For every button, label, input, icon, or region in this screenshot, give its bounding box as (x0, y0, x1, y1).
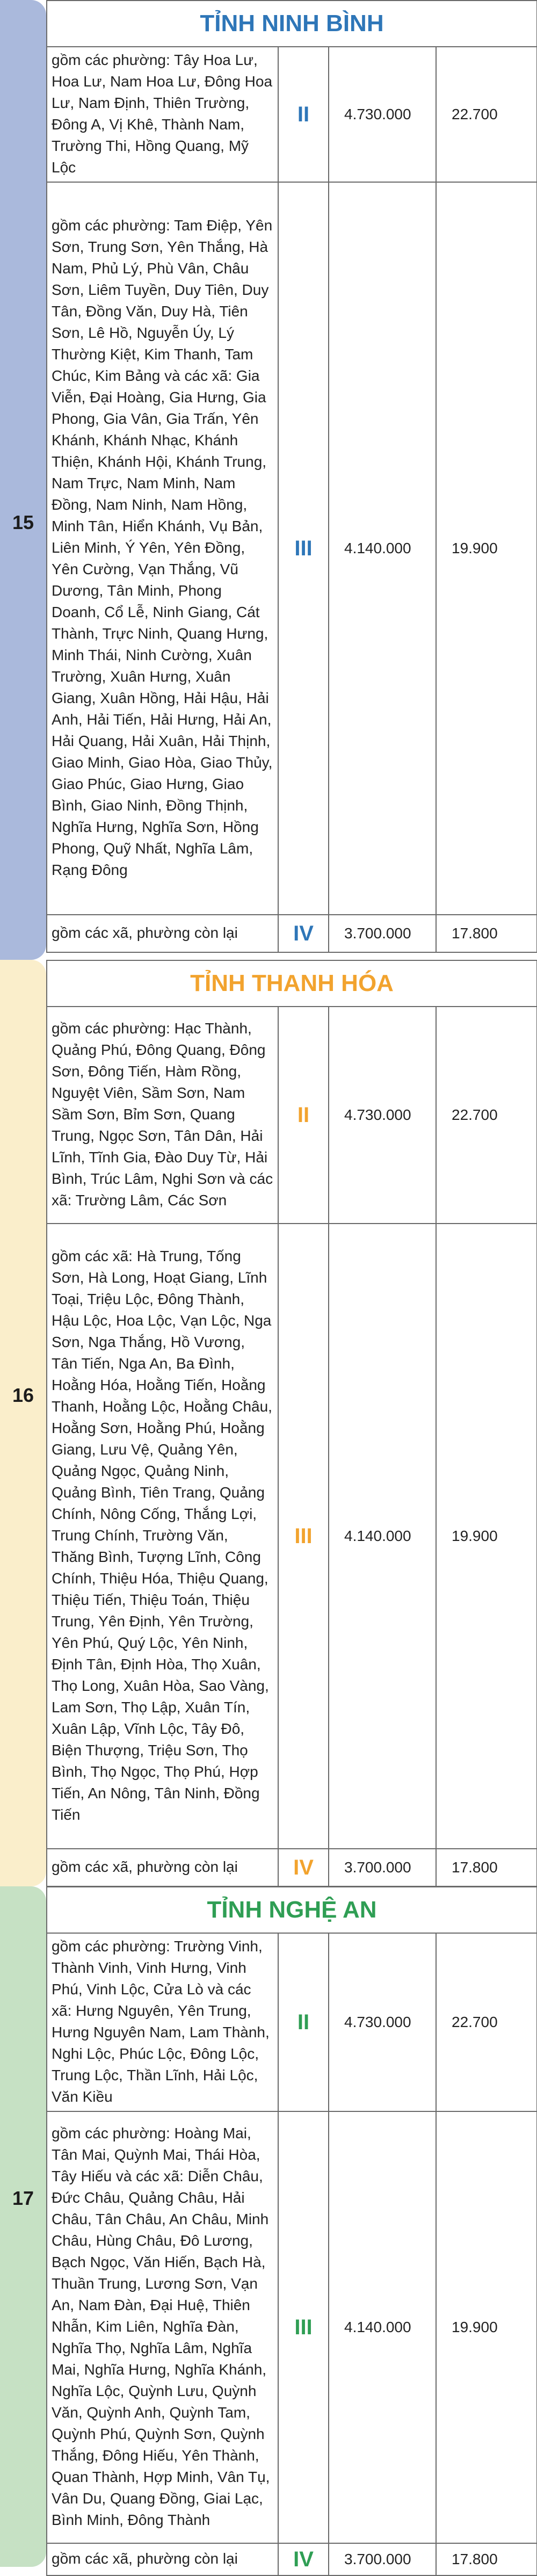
hourly-wage: 19.900 (436, 2111, 537, 2543)
monthly-wage: 4.140.000 (329, 2111, 436, 2543)
section-ninh-binh (0, 0, 537, 960)
zone-label: III (278, 1224, 329, 1849)
hourly-wage: 22.700 (436, 47, 537, 182)
monthly-wage: 4.730.000 (329, 47, 436, 182)
zone-table (46, 1886, 537, 2576)
zone-label: III (278, 2111, 329, 2543)
monthly-wage: 4.730.000 (329, 1933, 436, 2111)
table-row (47, 1849, 537, 1886)
section-number: 17 (12, 2187, 34, 2209)
table-row (47, 1933, 537, 2111)
area-description: gồm các xã, phường còn lại (47, 1849, 278, 1886)
hourly-wage: 22.700 (436, 1933, 537, 2111)
area-description: gồm các phường: Trường Vinh, Thành Vinh, Vinh Hưng, Vinh Phú, Vinh Lộc, Cửa Lò và các xã: Hưng Nguyên, Yên Trung, Hưng Nguyên Nam, Lam Thành, Nghi Lộc, Phúc Lộc, Đông Lộc, Trung Lộc, Thần Lĩnh, Hải Lộc, Văn Kiều (47, 1933, 278, 2111)
province-title: TỈNH NGHỆ AN (47, 1887, 537, 1933)
monthly-wage: 3.700.000 (329, 2543, 436, 2575)
section-marker (0, 0, 46, 960)
section-thanh-hoa (0, 960, 537, 1886)
area-description: gồm các phường: Tây Hoa Lư, Hoa Lư, Nam Hoa Lư, Đông Hoa Lư, Nam Định, Thiên Trường, Đông A, Vị Khê, Thành Nam, Trường Thi, Hồng Quang, Mỹ Lộc (47, 47, 278, 182)
table-row (47, 1007, 537, 1224)
area-description: gồm các xã: Hà Trung, Tống Sơn, Hà Long, Hoạt Giang, Lĩnh Toại, Triệu Lộc, Đông Thành, Hậu Lộc, Hoa Lộc, Vạn Lộc, Nga Sơn, Nga Thắng, Hồ Vương, Tân Tiến, Nga An, Ba Đình, Hoằng Hóa, Hoằng Tiến, Hoằng Thanh, Hoằng Lộc, Hoằng Châu, Hoằng Sơn, Hoằng Phú, Hoằng Giang, Lưu Vệ, Quảng Yên, Quảng Ngọc, Quảng Ninh, Quảng Bình, Tiên Trang, Quảng Chính, Nông Cống, Thắng Lợi, Trung Chính, Trường Văn, Thăng Bình, Tượng Lĩnh, Công Chính, Thiệu Hóa, Thiệu Quang, Thiệu Tiến, Thiệu Toán, Thiệu Trung, Yên Định, Yên Trường, Yên Phú, Quý Lộc, Yên Ninh, Định Tân, Định Hòa, Thọ Xuân, Thọ Long, Xuân Hòa, Sao Vàng, Lam Sơn, Thọ Lập, Xuân Tín, Xuân Lập, Vĩnh Lộc, Tây Đô, Biện Thượng, Triệu Sơn, Thọ Bình, Thọ Ngọc, Thọ Phú, Hợp Tiến, An Nông, Tân Ninh, Đồng Tiến (47, 1224, 278, 1849)
hourly-wage: 17.800 (436, 1849, 537, 1886)
area-description: gồm các phường: Hoàng Mai, Tân Mai, Quỳnh Mai, Thái Hòa, Tây Hiếu và các xã: Diễn Châu, Đức Châu, Quảng Châu, Hải Châu, Tân Châu, An Châu, Minh Châu, Hùng Châu, Đô Lương, Bạch Ngọc, Văn Hiến, Bạch Hà, Thuần Trung, Lương Sơn, Vạn An, Nam Đàn, Đại Huệ, Thiên Nhẫn, Kim Liên, Nghĩa Đàn, Nghĩa Thọ, Nghĩa Lâm, Nghĩa Mai, Nghĩa Hưng, Nghĩa Khánh, Nghĩa Lộc, Quỳnh Lưu, Quỳnh Văn, Quỳnh Anh, Quỳnh Tam, Quỳnh Phú, Quỳnh Sơn, Quỳnh Thắng, Đông Hiếu, Yên Thành, Quan Thành, Hợp Minh, Vân Tụ, Vân Du, Quang Đồng, Giai Lạc, Bình Minh, Đông Thành (47, 2111, 278, 2543)
zone-table (46, 0, 537, 953)
table-row (47, 182, 537, 915)
section-nghe-an (0, 1886, 537, 2571)
section-marker (0, 960, 46, 1886)
table-row (47, 915, 537, 952)
table-row (47, 47, 537, 182)
section-number: 15 (12, 511, 34, 533)
zone-table (46, 960, 537, 1887)
zone-label: IV (278, 1849, 329, 1886)
zone-label: II (278, 1933, 329, 2111)
zone-label: IV (278, 2543, 329, 2575)
table-row (47, 1224, 537, 1849)
hourly-wage: 19.900 (436, 182, 537, 915)
hourly-wage: 22.700 (436, 1007, 537, 1224)
area-description: gồm các xã, phường còn lại (47, 2543, 278, 2575)
table-row (47, 2543, 537, 2575)
area-description: gồm các xã, phường còn lại (47, 915, 278, 952)
area-description: gồm các phường: Hạc Thành, Quảng Phú, Đông Quang, Đông Sơn, Đông Tiến, Hàm Rồng, Nguyệt Viên, Sầm Sơn, Nam Sầm Sơn, Bỉm Sơn, Quang Trung, Ngọc Sơn, Tân Dân, Hải Lĩnh, Tĩnh Gia, Đào Duy Từ, Hải Bình, Trúc Lâm, Nghi Sơn và các xã: Trường Lâm, Các Sơn (47, 1007, 278, 1224)
province-title: TỈNH NINH BÌNH (47, 1, 537, 47)
province-title: TỈNH THANH HÓA (47, 960, 537, 1007)
monthly-wage: 4.730.000 (329, 1007, 436, 1224)
section-marker (0, 1886, 46, 2567)
zone-label: II (278, 47, 329, 182)
section-number: 16 (12, 1384, 34, 1406)
zone-label: IV (278, 915, 329, 952)
monthly-wage: 3.700.000 (329, 915, 436, 952)
hourly-wage: 17.800 (436, 915, 537, 952)
monthly-wage: 4.140.000 (329, 1224, 436, 1849)
monthly-wage: 4.140.000 (329, 182, 436, 915)
zone-label: III (278, 182, 329, 915)
monthly-wage: 3.700.000 (329, 1849, 436, 1886)
table-row (47, 2111, 537, 2543)
hourly-wage: 19.900 (436, 1224, 537, 1849)
area-description: gồm các phường: Tam Điệp, Yên Sơn, Trung Sơn, Yên Thắng, Hà Nam, Phủ Lý, Phù Vân, Châu Sơn, Liêm Tuyền, Duy Tiên, Duy Tân, Đồng Văn, Duy Hà, Tiên Sơn, Lê Hồ, Nguyễn Úy, Lý Thường Kiệt, Kim Thanh, Tam Chúc, Kim Bảng và các xã: Gia Viễn, Đại Hoàng, Gia Hưng, Gia Phong, Gia Vân, Gia Trấn, Yên Khánh, Khánh Nhạc, Khánh Thiện, Khánh Hội, Khánh Trung, Nam Trực, Nam Minh, Nam Đồng, Nam Ninh, Nam Hồng, Minh Tân, Hiển Khánh, Vụ Bản, Liên Minh, Ý Yên, Yên Đồng, Yên Cường, Vạn Thắng, Vũ Dương, Tân Minh, Phong Doanh, Cổ Lễ, Ninh Giang, Cát Thành, Trực Ninh, Quang Hưng, Minh Thái, Ninh Cường, Xuân Trường, Xuân Hưng, Xuân Giang, Xuân Hồng, Hải Hậu, Hải Anh, Hải Tiến, Hải Hưng, Hải An, Hải Quang, Hải Xuân, Hải Thịnh, Giao Minh, Giao Hòa, Giao Thủy, Giao Phúc, Giao Hưng, Giao Bình, Giao Ninh, Đồng Thịnh, Nghĩa Hưng, Nghĩa Sơn, Hồng Phong, Quỹ Nhất, Nghĩa Lâm, Rạng Đông (47, 182, 278, 915)
zone-label: II (278, 1007, 329, 1224)
hourly-wage: 17.800 (436, 2543, 537, 2575)
